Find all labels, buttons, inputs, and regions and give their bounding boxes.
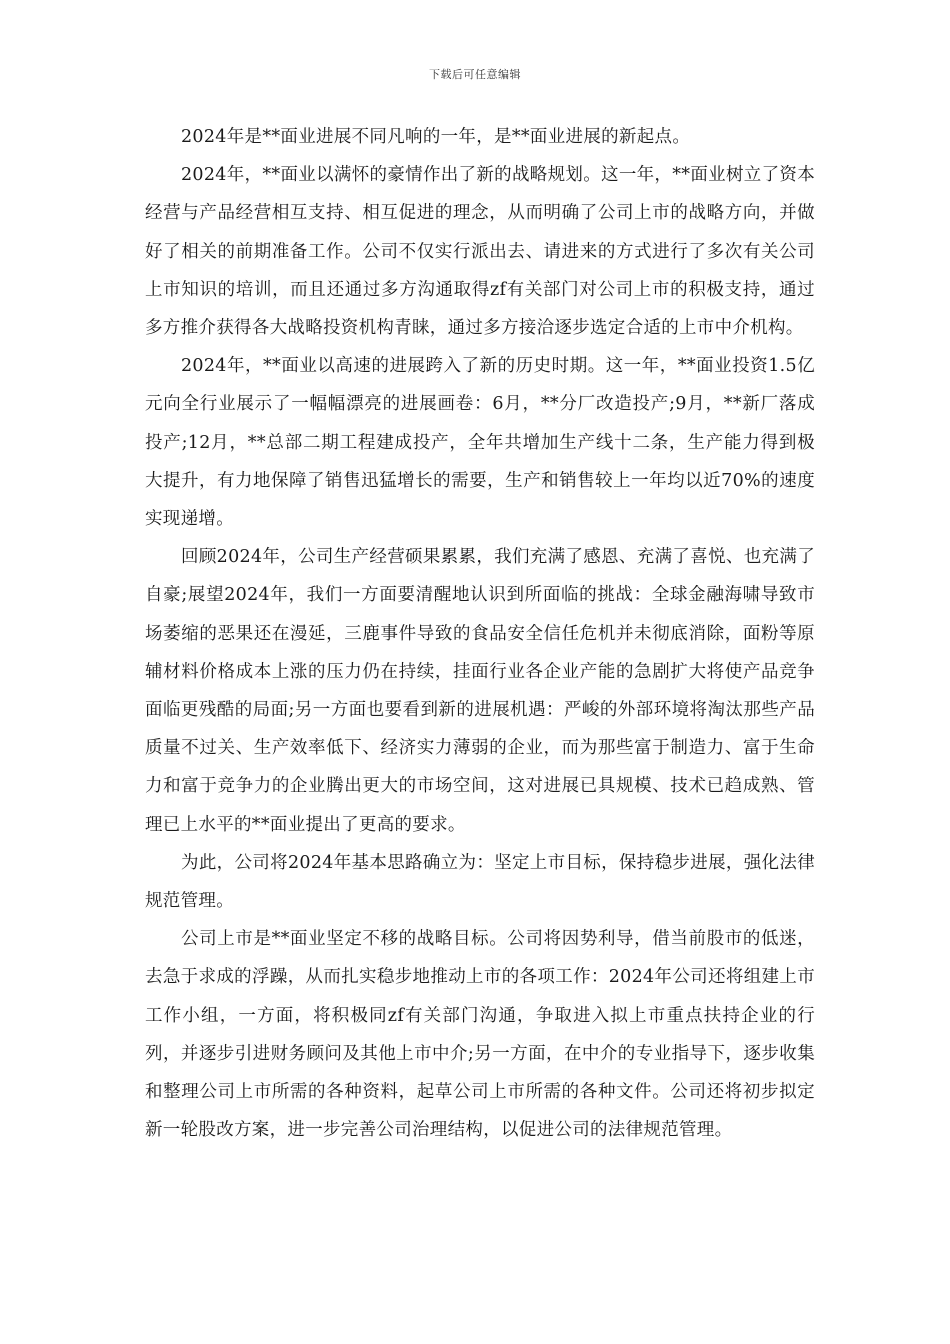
paragraph: 公司上市是**面业坚定不移的战略目标。公司将因势利导，借当前股市的低迷，去急于求成的浮躁，从而扎实稳步地推动上市的各项工作：2024年公司还将组建上市工作小组，一方面，将积极同zf有关部门沟通，争取进入拟上市重点扶持企业的行列，并逐步引进财务顾问及其他上市中介;另一方面，在中介的专业指导下，逐步收集和整理公司上市所需的各种资料，起草公司上市所需的各种文件。公司还将初步拟定新一轮股改方案，进一步完善公司治理结构，以促进公司的法律规范管理。 <box>145 929 815 1141</box>
paragraph: 2024年，**面业以满怀的豪情作出了新的战略规划。这一年，**面业树立了资本经营与产品经营相互支持、相互促进的理念，从而明确了公司上市的战略方向，并做好了相关的前期准备工作。公司不仅实行派出去、请进来的方式进行了多次有关公司上市知识的培训，而且还通过多方沟通取得zf有关部门对公司上市的积极支持，通过多方推介获得各大战略投资机构青睐，通过多方接洽逐步选定合适的上市中介机构。 <box>145 165 815 339</box>
document-body <box>145 118 815 1149</box>
paragraph: 2024年，**面业以高速的进展跨入了新的历史时期。这一年，**面业投资1.5亿元向全行业展示了一幅幅漂亮的进展画卷：6月，**分厂改造投产;9月，**新厂落成投产;12月，**总部二期工程建成投产，全年共增加生产线十二条，生产能力得到极大提升，有力地保障了销售迅猛增长的需要，生产和销售较上一年均以近70%的速度实现递增。 <box>145 356 815 530</box>
page-header: 下载后可任意编辑 <box>429 68 521 81</box>
paragraph: 2024年是**面业进展不同凡响的一年，是**面业进展的新起点。 <box>181 127 691 147</box>
paragraph: 回顾2024年，公司生产经营硕果累累，我们充满了感恩、充满了喜悦、也充满了自豪;展望2024年，我们一方面要清醒地认识到所面临的挑战：全球金融海啸导致市场萎缩的恶果还在漫延，三鹿事件导致的食品安全信任危机并未彻底消除，面粉等原辅材料价格成本上涨的压力仍在持续，挂面行业各企业产能的急剧扩大将使产品竞争面临更残酷的局面;另一方面也要看到新的进展机遇：严峻的外部环境将淘汰那些产品质量不过关、生产效率低下、经济实力薄弱的企业，而为那些富于制造力、富于生命力和富于竞争力的企业腾出更大的市场空间，这对进展已具规模、技术已趋成熟、管理已上水平的**面业提出了更高的要求。 <box>145 547 815 835</box>
paragraph: 为此，公司将2024年基本思路确立为：坚定上市目标，保持稳步进展，强化法律规范管理。 <box>145 852 815 912</box>
